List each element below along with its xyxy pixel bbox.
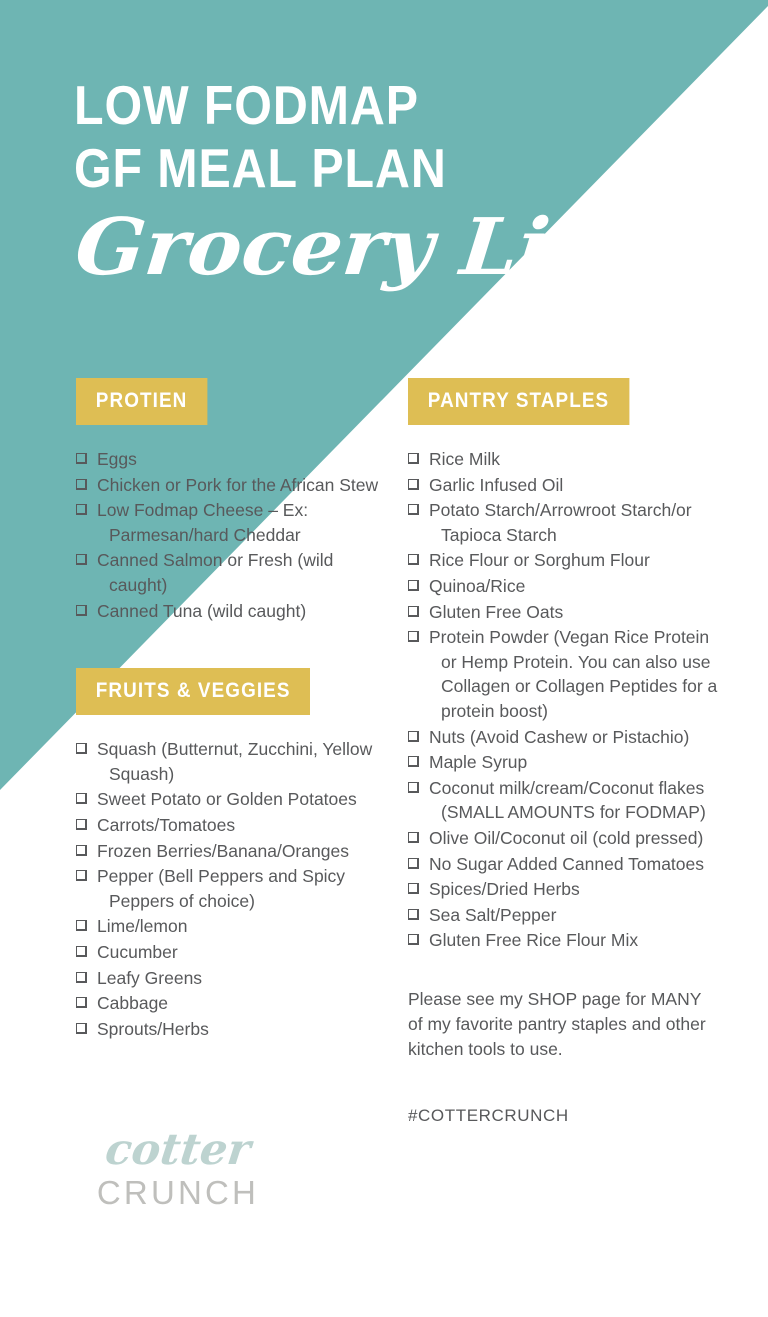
checklist-item-label: Protein Powder (Vegan Rice Protein or Hemp Protein. You can also use Collagen or Collagen Peptides for a protein boost) (429, 627, 718, 721)
checklist-item-label: Cucumber (97, 941, 178, 962)
checklist-item-label: Pepper (Bell Peppers and Spicy Peppers of choice) (97, 866, 346, 911)
checklist-item-label: Low Fodmap Cheese – Ex: Parmesan/hard Cheddar (97, 500, 309, 545)
checklist-item-label: Nuts (Avoid Cashew or Pistachio) (429, 726, 690, 747)
checklist-pantry-staples (408, 447, 728, 953)
checkbox-icon[interactable] (408, 453, 419, 464)
checklist-item[interactable] (76, 813, 396, 838)
checklist-item[interactable] (408, 852, 728, 877)
checklist-item-label: Squash (Butternut, Zucchini, Yellow Squash) (97, 739, 373, 784)
checklist-item-label: Potato Starch/Arrowroot Starch/or Tapioca Starch (429, 500, 692, 545)
checklist-item-label: Canned Tuna (wild caught) (97, 600, 307, 621)
checklist-item-label: Sweet Potato or Golden Potatoes (97, 789, 357, 810)
checklist-item-label: Rice Milk (429, 449, 500, 469)
section-badge-protein: PROTIEN (76, 378, 207, 425)
checkbox-icon[interactable] (408, 731, 419, 742)
cotter-crunch-logo (88, 1125, 268, 1212)
checkbox-icon[interactable] (76, 845, 87, 856)
checkbox-icon[interactable] (408, 479, 419, 490)
checkbox-icon[interactable] (76, 946, 87, 957)
checkbox-icon[interactable] (408, 631, 419, 642)
checklist-item-label: Carrots/Tomatoes (97, 814, 236, 835)
checklist-item[interactable] (408, 473, 728, 498)
checklist-item[interactable] (408, 903, 728, 928)
checklist-item[interactable] (76, 966, 396, 991)
logo-script-text: cotter (102, 1125, 254, 1175)
checklist-item[interactable] (408, 625, 728, 723)
title-line-2: GF MEAL PLAN (74, 137, 447, 199)
checklist-item[interactable] (408, 574, 728, 599)
checklist-item[interactable] (408, 826, 728, 851)
checkbox-icon[interactable] (408, 858, 419, 869)
checklist-item-label: Olive Oil/Coconut oil (cold pressed) (429, 827, 704, 848)
checklist-protein (76, 447, 396, 623)
checklist-item[interactable] (76, 498, 396, 547)
checklist-item-label: Lime/lemon (97, 916, 188, 937)
checkbox-icon[interactable] (76, 920, 87, 931)
checkbox-icon[interactable] (76, 870, 87, 881)
checklist-item-label: Gluten Free Oats (429, 601, 564, 622)
checklist-item-label: No Sugar Added Canned Tomatoes (429, 853, 705, 874)
checklist-item-label: Coconut milk/cream/Coconut flakes (SMALL AMOUNTS for FODMAP) (429, 777, 706, 823)
checkbox-icon[interactable] (408, 580, 419, 591)
checkbox-icon[interactable] (76, 1023, 87, 1034)
checkbox-icon[interactable] (408, 934, 419, 945)
checklist-item-label: Eggs (97, 449, 137, 469)
checklist-item[interactable] (408, 750, 728, 775)
checkbox-icon[interactable] (408, 883, 419, 894)
checkbox-icon[interactable] (408, 756, 419, 767)
checklist-item-label: Chicken or Pork for the African Stew (97, 474, 379, 495)
right-column (408, 378, 728, 1126)
checklist-item[interactable] (408, 776, 728, 825)
shop-note: Please see my SHOP page for MANY of my favorite pantry staples and other kitchen tools to use. (408, 988, 706, 1059)
checklist-item[interactable] (76, 1017, 396, 1042)
checklist-item[interactable] (76, 599, 396, 624)
checkbox-icon[interactable] (76, 743, 87, 754)
checkbox-icon[interactable] (76, 453, 87, 464)
checkbox-icon[interactable] (76, 972, 87, 983)
checklist-item[interactable] (76, 548, 396, 597)
section-badge-pantry-staples: PANTRY STAPLES (408, 378, 629, 425)
checklist-item[interactable] (408, 447, 728, 472)
checklist-item[interactable] (408, 600, 728, 625)
checklist-item[interactable] (76, 839, 396, 864)
checklist-item[interactable] (408, 548, 728, 573)
checklist-item[interactable] (76, 940, 396, 965)
checklist-item[interactable] (76, 864, 396, 913)
checklist-item-label: Gluten Free Rice Flour Mix (429, 930, 639, 951)
checklist-item[interactable] (76, 447, 396, 472)
checkbox-icon[interactable] (76, 997, 87, 1008)
checklist-item[interactable] (408, 877, 728, 902)
checkbox-icon[interactable] (76, 819, 87, 830)
checkbox-icon[interactable] (408, 909, 419, 920)
checklist-item[interactable] (76, 914, 396, 939)
checklist-item[interactable] (76, 787, 396, 812)
logo-word-text: CRUNCH (96, 1174, 260, 1211)
title-line-1: LOW FODMAP (74, 74, 419, 136)
checklist-item-label: Sprouts/Herbs (97, 1018, 209, 1039)
checkbox-icon[interactable] (408, 606, 419, 617)
script-title: Grocery List (71, 202, 638, 293)
checkbox-icon[interactable] (76, 504, 87, 515)
checklist-fruits-veggies (76, 737, 396, 1041)
poster-header (71, 74, 638, 293)
checklist-item-label: Rice Flour or Sorghum Flour (429, 550, 650, 571)
checkbox-icon[interactable] (76, 479, 87, 490)
checklist-item-label: Frozen Berries/Banana/Oranges (97, 840, 349, 861)
hashtag: #COTTERCRUNCH (408, 1105, 569, 1125)
checklist-item-label: Leafy Greens (97, 967, 203, 988)
checkbox-icon[interactable] (408, 782, 419, 793)
checkbox-icon[interactable] (408, 504, 419, 515)
checklist-item[interactable] (76, 473, 396, 498)
checklist-item[interactable] (408, 928, 728, 953)
checklist-item-label: Canned Salmon or Fresh (wild caught) (97, 550, 334, 595)
checkbox-icon[interactable] (408, 832, 419, 843)
checklist-item-label: Cabbage (97, 993, 169, 1014)
left-column (76, 378, 396, 1042)
checklist-item-label: Maple Syrup (429, 752, 528, 773)
checklist-item[interactable] (76, 737, 396, 786)
checklist-item[interactable] (76, 991, 396, 1016)
checkbox-icon[interactable] (408, 554, 419, 565)
checklist-item-label: Spices/Dried Herbs (429, 879, 580, 900)
checklist-item-label: Quinoa/Rice (429, 575, 526, 596)
section-badge-fruits-veggies: FRUITS & VEGGIES (76, 668, 310, 715)
checkbox-icon[interactable] (76, 605, 87, 616)
checklist-item[interactable] (408, 725, 728, 750)
checkbox-icon[interactable] (76, 554, 87, 565)
checklist-item[interactable] (408, 498, 728, 547)
checklist-item-label: Garlic Infused Oil (429, 474, 564, 495)
checklist-item-label: Sea Salt/Pepper (429, 904, 557, 925)
checkbox-icon[interactable] (76, 793, 87, 804)
